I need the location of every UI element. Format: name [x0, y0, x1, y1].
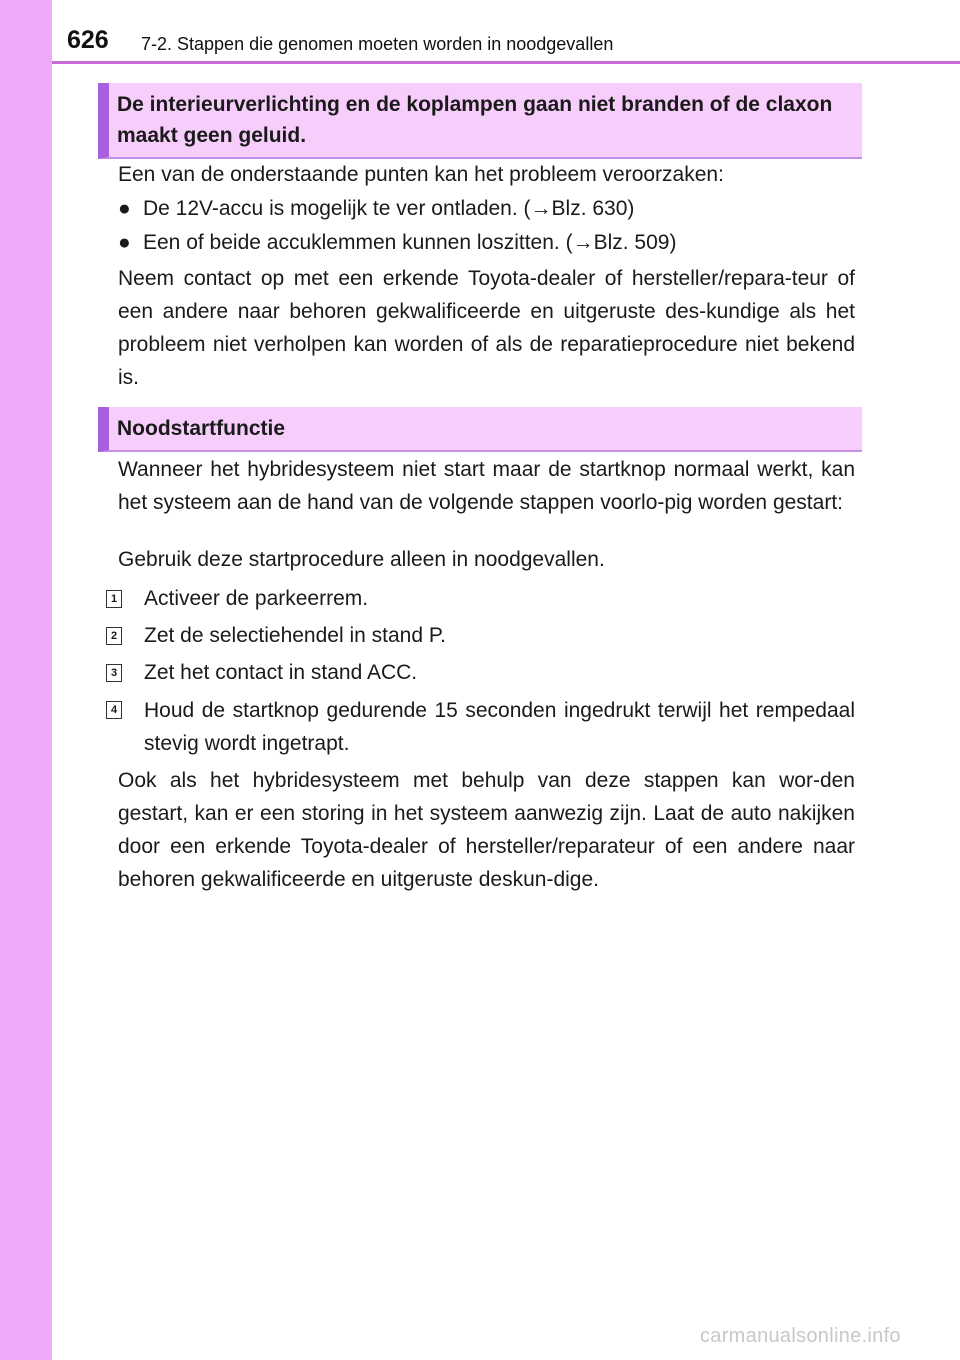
watermark: carmanualsonline.info: [700, 1325, 901, 1347]
section-header-lights: De interieurverlichting en de koplampen gaan niet branden of de claxon maakt geen geluid.: [98, 83, 862, 159]
step-text: Activeer de parkeerrem.: [144, 587, 369, 610]
step-text: Zet het contact in stand ACC.: [144, 661, 418, 684]
section2-closing: Ook als het hybridesysteem met behulp van deze stappen kan wor-den gestart, kan er een storing in het systeem aanwezig zijn. Laat de auto nakijken door een erkende Toyota-dealer of hersteller/reparateur of een andere naar behoren gekwalificeerde en uitgeruste deskun-dige.: [118, 769, 855, 891]
side-color-strip: [0, 0, 52, 1360]
step-text: Zet de selectiehendel in stand P.: [144, 624, 446, 647]
bullet-icon: ●: [118, 231, 131, 254]
bullet-text: De 12V-accu is mogelijk te ver ontladen. (→Blz. 630): [143, 197, 635, 220]
section2-intro: Wanneer het hybridesysteem niet start maar de startknop normaal werkt, kan het systeem aan de hand van de volgende stappen voorlo-pig worden gestart:: [118, 458, 855, 514]
list-item: [118, 192, 855, 225]
header-divider: [52, 61, 960, 64]
section-header-emergency-start: Noodstartfunctie: [98, 407, 862, 452]
section2-note: Gebruik deze startprocedure alleen in noodgevallen.: [118, 548, 605, 571]
page-number: 626: [67, 26, 109, 54]
step-number-badge: 4: [106, 701, 122, 719]
section1-closing: Neem contact op met een erkende Toyota-dealer of hersteller/repara-teur of een andere naar behoren gekwalificeerde en uitgeruste des-kundige als het probleem niet verholpen kan worden of als de reparatieprocedure niet bekend is.: [118, 267, 855, 389]
step-number-badge: 3: [106, 664, 122, 682]
step-number-badge: 1: [106, 590, 122, 608]
chapter-title: 7-2. Stappen die genomen moeten worden in noodgevallen: [141, 34, 614, 54]
step-number-badge: 2: [106, 627, 122, 645]
section1-intro: Een van de onderstaande punten kan het probleem veroorzaken:: [118, 163, 724, 186]
bullet-text: Een of beide accuklemmen kunnen loszitten. (→Blz. 509): [143, 231, 677, 254]
bullet-icon: ●: [118, 197, 131, 220]
list-item: [118, 226, 855, 259]
step-text: Houd de startknop gedurende 15 seconden ingedrukt terwijl het rempedaal stevig wordt ingetrapt.: [144, 699, 855, 755]
